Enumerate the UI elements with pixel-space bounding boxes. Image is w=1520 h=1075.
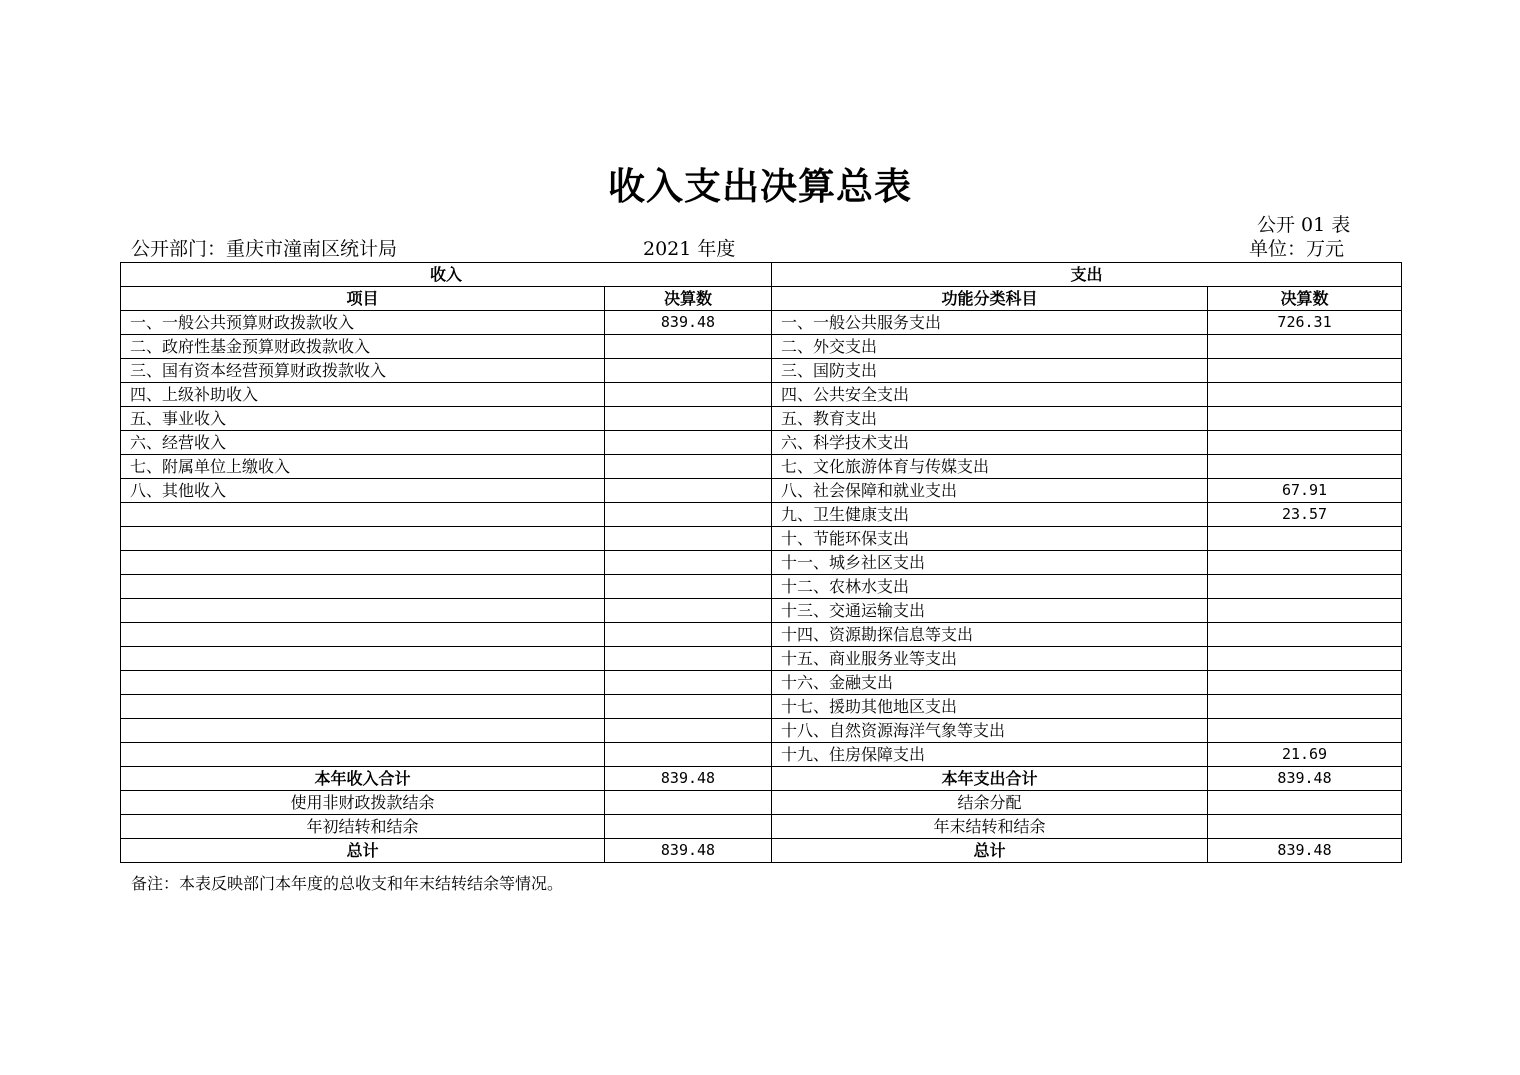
summary-income-label: 总计 xyxy=(121,839,605,863)
table-row xyxy=(121,647,1402,671)
income-item-cell xyxy=(121,719,605,743)
fiscal-year: 2021 年度 xyxy=(643,238,736,260)
income-item-cell xyxy=(121,671,605,695)
income-amount-cell xyxy=(605,527,772,551)
table-row xyxy=(121,455,1402,479)
expense-item-cell: 一、一般公共服务支出 xyxy=(772,311,1208,335)
summary-expense-label: 本年支出合计 xyxy=(772,767,1208,791)
expense-amount-cell xyxy=(1208,695,1402,719)
expense-item-cell: 八、社会保障和就业支出 xyxy=(772,479,1208,503)
table-row xyxy=(121,671,1402,695)
expense-amount-cell xyxy=(1208,719,1402,743)
income-amount-cell xyxy=(605,431,772,455)
summary-expense-amount xyxy=(1208,791,1402,815)
summary-expense-label: 总计 xyxy=(772,839,1208,863)
table-code: 公开 01 表 xyxy=(1257,214,1351,236)
expense-amount-cell xyxy=(1208,431,1402,455)
expense-amount-cell xyxy=(1208,455,1402,479)
unit-label: 单位：万元 xyxy=(1249,238,1345,260)
expense-item-cell: 十、节能环保支出 xyxy=(772,527,1208,551)
income-amount-cell xyxy=(605,407,772,431)
income-item-cell: 三、国有资本经营预算财政拨款收入 xyxy=(121,359,605,383)
expense-item-cell: 十一、城乡社区支出 xyxy=(772,551,1208,575)
income-amount-cell xyxy=(605,335,772,359)
department-label: 公开部门：重庆市潼南区统计局 xyxy=(131,238,398,260)
income-item-cell xyxy=(121,647,605,671)
income-amount-cell xyxy=(605,383,772,407)
summary-expense-label: 结余分配 xyxy=(772,791,1208,815)
expense-amount-cell xyxy=(1208,647,1402,671)
income-item-cell: 五、事业收入 xyxy=(121,407,605,431)
income-item-cell xyxy=(121,503,605,527)
summary-row xyxy=(121,791,1402,815)
expense-amount-cell: 67.91 xyxy=(1208,479,1402,503)
table-row xyxy=(121,335,1402,359)
summary-expense-amount: 839.48 xyxy=(1208,767,1402,791)
table-row xyxy=(121,431,1402,455)
table-row xyxy=(121,623,1402,647)
income-amount-cell xyxy=(605,359,772,383)
expense-item-cell: 五、教育支出 xyxy=(772,407,1208,431)
expense-item-cell: 六、科学技术支出 xyxy=(772,431,1208,455)
income-amount-cell xyxy=(605,455,772,479)
income-section-header: 收入 xyxy=(121,263,772,287)
expense-amount-cell xyxy=(1208,383,1402,407)
expense-item-cell: 十五、商业服务业等支出 xyxy=(772,647,1208,671)
summary-income-label: 年初结转和结余 xyxy=(121,815,605,839)
income-item-cell: 一、一般公共预算财政拨款收入 xyxy=(121,311,605,335)
expense-amount-cell: 726.31 xyxy=(1208,311,1402,335)
income-item-cell: 四、上级补助收入 xyxy=(121,383,605,407)
summary-income-label: 使用非财政拨款结余 xyxy=(121,791,605,815)
income-expense-table xyxy=(120,262,1402,863)
page-title: 收入支出决算总表 xyxy=(608,165,912,208)
income-amount-cell xyxy=(605,695,772,719)
column-header-row xyxy=(121,287,1402,311)
col-income-item: 项目 xyxy=(121,287,605,311)
expense-amount-cell xyxy=(1208,623,1402,647)
income-amount-cell xyxy=(605,575,772,599)
income-item-cell xyxy=(121,551,605,575)
summary-expense-amount xyxy=(1208,815,1402,839)
table-row xyxy=(121,359,1402,383)
table-row xyxy=(121,527,1402,551)
expense-section-header: 支出 xyxy=(772,263,1402,287)
expense-item-cell: 三、国防支出 xyxy=(772,359,1208,383)
expense-item-cell: 十九、住房保障支出 xyxy=(772,743,1208,767)
income-item-cell xyxy=(121,623,605,647)
section-header-row xyxy=(121,263,1402,287)
income-item-cell xyxy=(121,527,605,551)
expense-amount-cell xyxy=(1208,335,1402,359)
col-expense-amount: 决算数 xyxy=(1208,287,1402,311)
income-amount-cell xyxy=(605,671,772,695)
income-amount-cell xyxy=(605,743,772,767)
expense-item-cell: 二、外交支出 xyxy=(772,335,1208,359)
summary-expense-label: 年末结转和结余 xyxy=(772,815,1208,839)
expense-item-cell: 十三、交通运输支出 xyxy=(772,599,1208,623)
expense-item-cell: 十二、农林水支出 xyxy=(772,575,1208,599)
table-row xyxy=(121,311,1402,335)
expense-item-cell: 七、文化旅游体育与传媒支出 xyxy=(772,455,1208,479)
income-item-cell xyxy=(121,695,605,719)
income-amount-cell xyxy=(605,719,772,743)
summary-row xyxy=(121,815,1402,839)
summary-income-amount xyxy=(605,815,772,839)
income-amount-cell xyxy=(605,623,772,647)
income-item-cell: 七、附属单位上缴收入 xyxy=(121,455,605,479)
summary-row xyxy=(121,767,1402,791)
summary-income-amount: 839.48 xyxy=(605,839,772,863)
summary-income-label: 本年收入合计 xyxy=(121,767,605,791)
col-income-amount: 决算数 xyxy=(605,287,772,311)
income-item-cell: 六、经营收入 xyxy=(121,431,605,455)
income-amount-cell xyxy=(605,647,772,671)
table-row xyxy=(121,599,1402,623)
table-row xyxy=(121,479,1402,503)
footnote: 备注：本表反映部门本年度的总收支和年末结转结余等情况。 xyxy=(131,874,564,893)
table-row xyxy=(121,719,1402,743)
expense-amount-cell: 23.57 xyxy=(1208,503,1402,527)
table-row xyxy=(121,407,1402,431)
expense-item-cell: 九、卫生健康支出 xyxy=(772,503,1208,527)
income-item-cell xyxy=(121,743,605,767)
summary-income-amount xyxy=(605,791,772,815)
income-item-cell xyxy=(121,599,605,623)
expense-item-cell: 十七、援助其他地区支出 xyxy=(772,695,1208,719)
table-row xyxy=(121,503,1402,527)
expense-amount-cell xyxy=(1208,575,1402,599)
expense-amount-cell xyxy=(1208,359,1402,383)
income-amount-cell xyxy=(605,599,772,623)
summary-row xyxy=(121,839,1402,863)
summary-income-amount: 839.48 xyxy=(605,767,772,791)
table-row xyxy=(121,743,1402,767)
expense-amount-cell xyxy=(1208,407,1402,431)
expense-item-cell: 四、公共安全支出 xyxy=(772,383,1208,407)
expense-amount-cell xyxy=(1208,527,1402,551)
income-amount-cell xyxy=(605,503,772,527)
expense-amount-cell xyxy=(1208,671,1402,695)
table-row xyxy=(121,551,1402,575)
col-expense-item: 功能分类科目 xyxy=(772,287,1208,311)
expense-amount-cell xyxy=(1208,599,1402,623)
income-amount-cell xyxy=(605,551,772,575)
table-row xyxy=(121,695,1402,719)
income-item-cell: 八、其他收入 xyxy=(121,479,605,503)
table-row xyxy=(121,575,1402,599)
income-item-cell: 二、政府性基金预算财政拨款收入 xyxy=(121,335,605,359)
expense-item-cell: 十四、资源勘探信息等支出 xyxy=(772,623,1208,647)
summary-expense-amount: 839.48 xyxy=(1208,839,1402,863)
table-row xyxy=(121,383,1402,407)
expense-amount-cell xyxy=(1208,551,1402,575)
income-item-cell xyxy=(121,575,605,599)
expense-item-cell: 十八、自然资源海洋气象等支出 xyxy=(772,719,1208,743)
expense-amount-cell: 21.69 xyxy=(1208,743,1402,767)
expense-item-cell: 十六、金融支出 xyxy=(772,671,1208,695)
income-amount-cell xyxy=(605,479,772,503)
income-amount-cell: 839.48 xyxy=(605,311,772,335)
